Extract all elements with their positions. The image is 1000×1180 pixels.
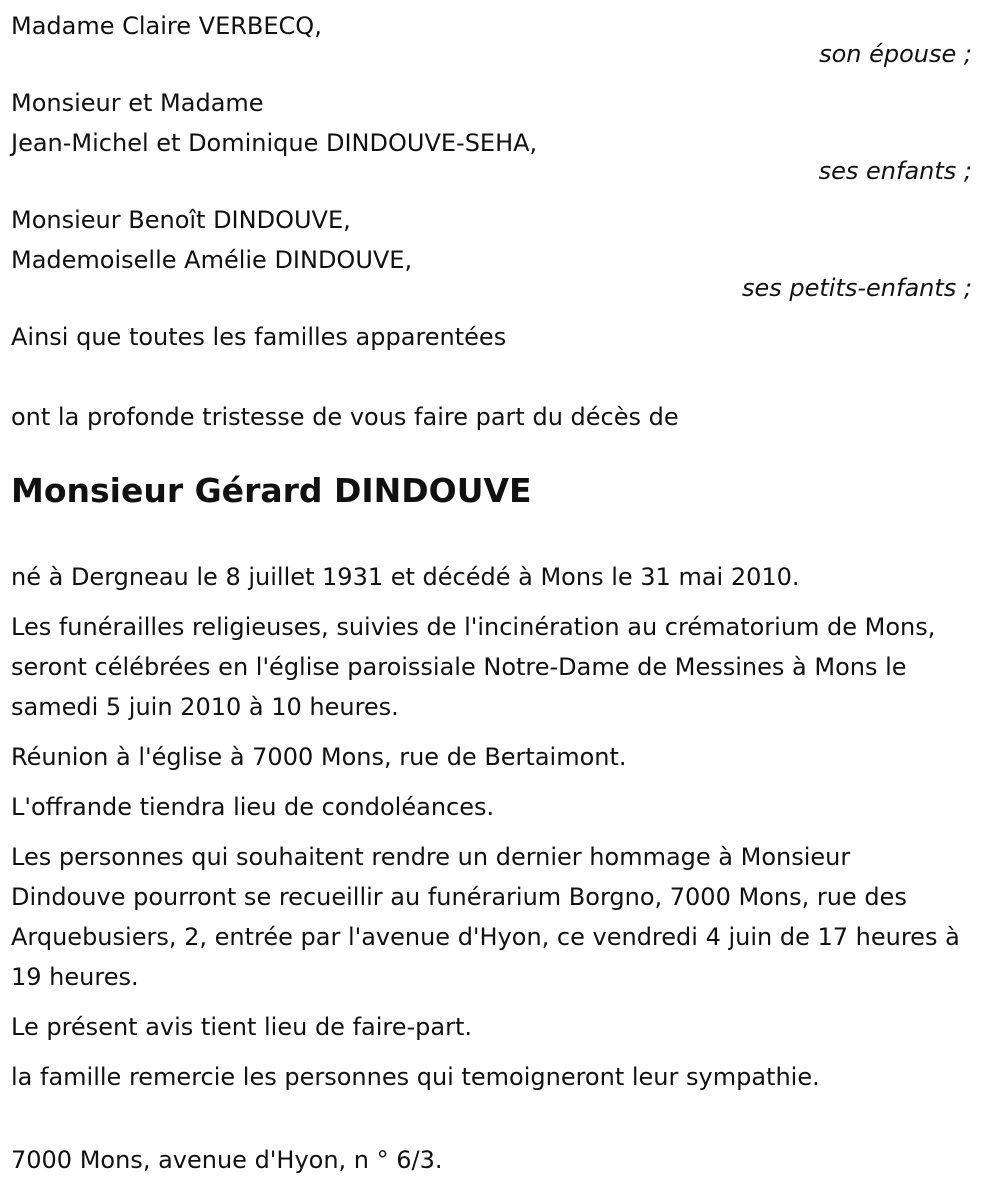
funeral-paragraph: [11, 607, 972, 727]
spacer: [11, 357, 972, 397]
paragraph-text: la famille remercie les personnes qui temoigneront leur sympathie.: [11, 1063, 820, 1091]
paragraph-text: Les funérailles religieuses, suivies de l'incinération au crématorium de Mons, seront célébrées en l'église paroissiale Notre-Dame de Messines à Mons le samedi 5 juin 2010 à 10 heures.: [11, 613, 936, 721]
paragraph-text: né à Dergneau le 8 juillet 1931 et décédé à Mons le 31 mai 2010.: [11, 563, 800, 591]
announcement-text: ont la profonde tristesse de vous faire part du décès de: [11, 403, 679, 431]
family-spouse-block: [11, 6, 972, 68]
grandchildren-role: ses petits-enfants ;: [741, 274, 972, 302]
offering-paragraph: [11, 787, 972, 827]
paragraph-text: Le présent avis tient lieu de faire-part.: [11, 1013, 473, 1041]
birth-death-paragraph: [11, 557, 972, 597]
grandchildren-line-2: Mademoiselle Amélie DINDOUVE,: [11, 246, 413, 274]
thanks-paragraph: [11, 1057, 972, 1097]
notice-paragraph: [11, 1007, 972, 1047]
paragraph-text: Les personnes qui souhaitent rendre un dernier hommage à Monsieur Dindouve pourront se recueillir au funérarium Borgno, 7000 Mons, rue des Arquebusiers, 2, entrée par l'avenue d'Hyon, ce vendredi 4 juin de 17 heures à 19 heures.: [11, 843, 960, 991]
other-families: Ainsi que toutes les familles apparentées: [11, 323, 507, 351]
homage-paragraph: [11, 837, 972, 997]
paragraph-text: Réunion à l'église à 7000 Mons, rue de Bertaimont.: [11, 743, 627, 771]
children-role: ses enfants ;: [818, 157, 972, 185]
spouse-role: son épouse ;: [819, 40, 972, 68]
children-line-2: Jean-Michel et Dominique DINDOUVE-SEHA,: [11, 129, 538, 157]
grandchildren-line-1: Monsieur Benoît DINDOUVE,: [11, 206, 351, 234]
family-grandchildren-block: [11, 200, 972, 302]
spouse-name: Madame Claire VERBECQ,: [11, 12, 322, 40]
family-children-block: [11, 83, 972, 185]
deceased-name: Monsieur Gérard DINDOUVE: [11, 471, 532, 510]
children-line-1: Monsieur et Madame: [11, 89, 264, 117]
paragraph-text: L'offrande tiendra lieu de condoléances.: [11, 793, 495, 821]
meeting-paragraph: [11, 737, 972, 777]
family-address: 7000 Mons, avenue d'Hyon, n ° 6/3.: [11, 1146, 443, 1174]
